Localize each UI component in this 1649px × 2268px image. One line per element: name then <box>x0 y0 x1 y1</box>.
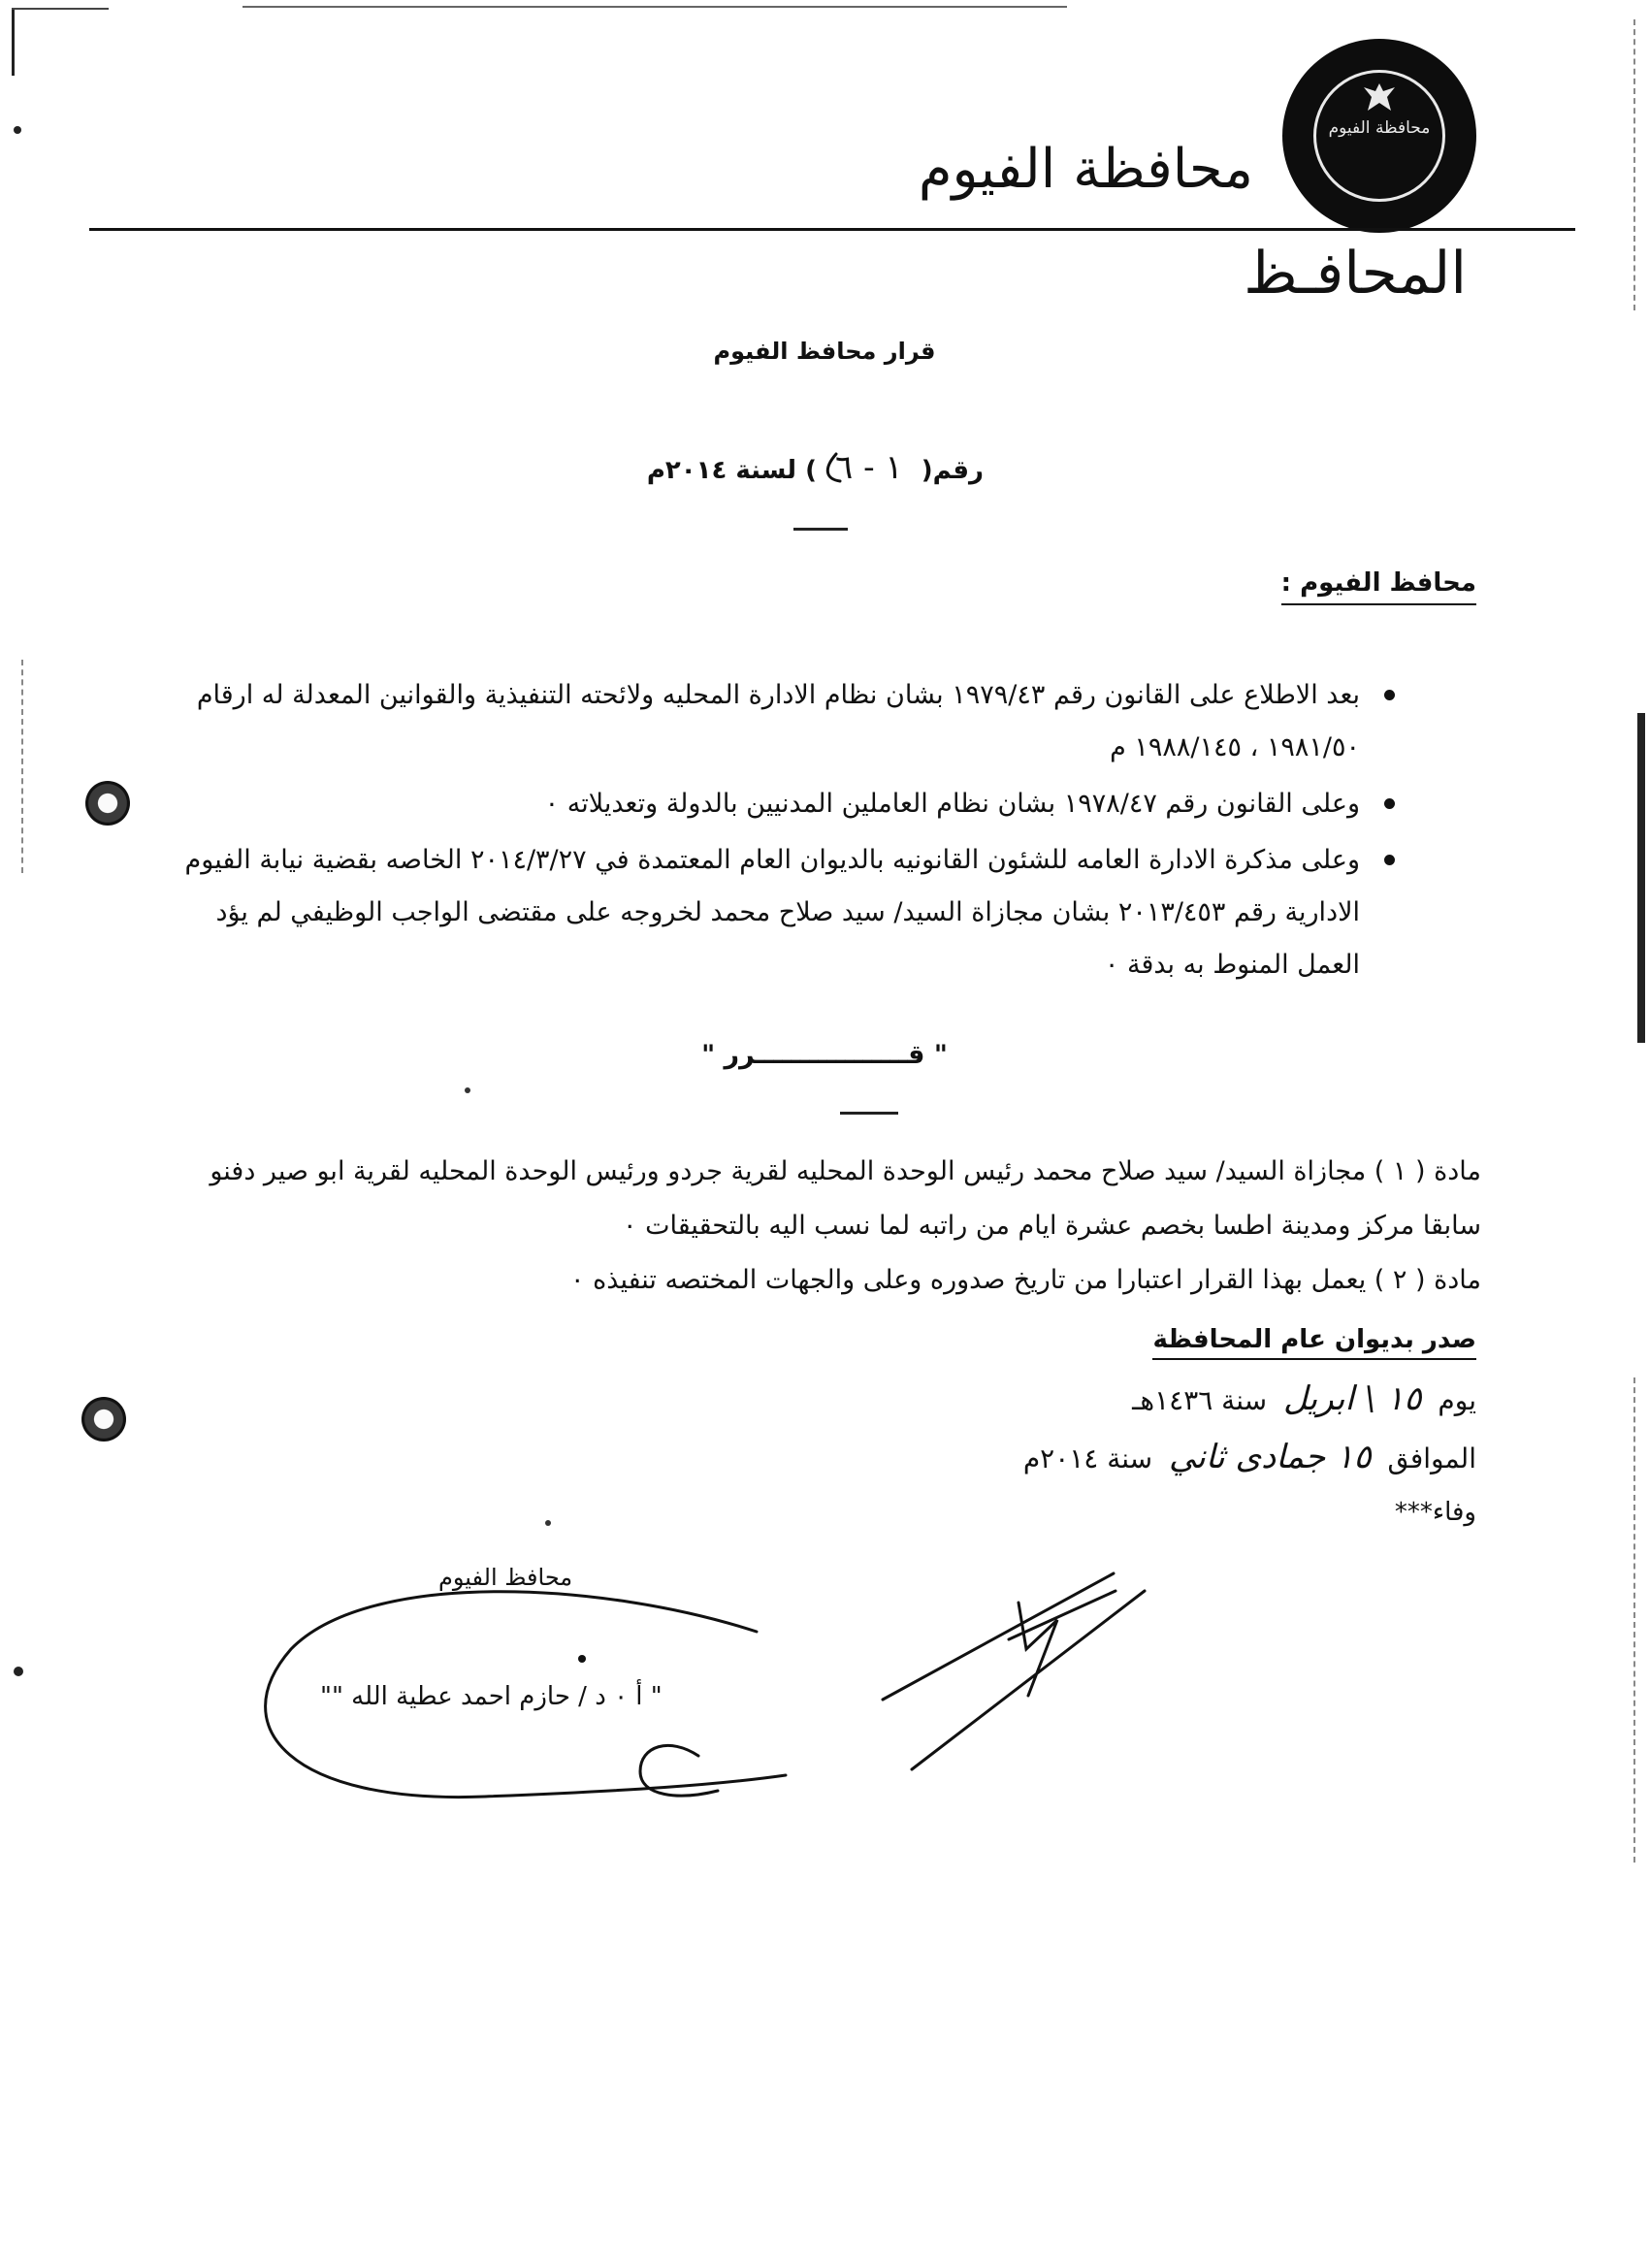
ink-dot <box>465 1087 470 1093</box>
hand-stroke <box>827 454 840 481</box>
seal-text: محافظة الفيوم <box>1328 118 1431 138</box>
closing-text: وفاء*** <box>1394 1498 1476 1527</box>
handwritten-day: ١٥ \ ابريل <box>1283 1379 1422 1418</box>
punch-hole <box>81 1397 126 1442</box>
issued-at: صدر بديوان عام المحافظة <box>1152 1325 1476 1360</box>
corresponding-label: الموافق <box>1387 1442 1476 1474</box>
recital-text: وعلى مذكرة الادارة العامه للشئون القانونيه بالديوان العام المعتمدة في ٢٠١٤/٣/٢٧ الخاصه بقضية نيابة الفيوم الادارية رقم ٢٠١٣/٤٥٣ بشان مجازاة السيد/ سيد صلاح محمد لخروجه على مقتضى الواجب الوظيفي لم يؤد العمل المنوط به بدقة ٠ <box>184 845 1360 980</box>
handwritten-number: ١ - ٦ <box>835 448 903 487</box>
day-label: يوم <box>1438 1384 1476 1416</box>
office-title: المحافـظ <box>1244 240 1467 308</box>
signature-oval <box>266 1592 786 1798</box>
recital-text: وعلى القانون رقم ١٩٧٨/٤٧ بشان نظام العاملين المدنيين بالدولة وتعديلاته ٠ <box>544 789 1360 819</box>
year-label: لسنة ٢٠١٤م <box>646 456 797 485</box>
governor-signature <box>883 1573 1145 1769</box>
handwritten-corresponding: ١٥ جمادى ثاني <box>1169 1438 1372 1476</box>
governorate-name: محافظة الفيوم <box>918 138 1253 201</box>
gregorian-year: سنة ٢٠١٤م <box>1022 1442 1153 1474</box>
ink-dot <box>578 1655 586 1663</box>
recital-text: بعد الاطلاع على القانون رقم ١٩٧٩/٤٣ بشان نظام الادارة المحليه ولائحته التنفيذية والقوانين المعدلة له ارقام ١٩٨١/٥٠ ، ١٩٨٨/١٤٥ م <box>196 680 1360 762</box>
hijri-year: سنة ١٤٣٦هـ <box>1132 1384 1268 1416</box>
resolved-heading: " قـــــــــــــــــرر " <box>701 1040 948 1070</box>
decision-title: قرار محافظ الفيوم <box>713 338 936 365</box>
number-close: ) <box>805 456 817 485</box>
signatory-name: " أ ٠ د / حازم احمد عطية الله "" <box>320 1682 663 1711</box>
punch-hole <box>85 781 130 826</box>
number-label: رقم( <box>921 456 984 485</box>
signature-title: محافظ الفيوم <box>438 1564 573 1591</box>
article-1: مادة ( ١ ) مجازاة السيد/ سيد صلاح محمد رئيس الوحدة المحليه لقرية جردو ورئيس الوحدة المحليه لقرية ابو صير دفنو سابقا مركز ومدينة اطسا بخصم عشرة ايام من راتبه لما نسب اليه بالتحقيقات ٠ <box>210 1156 1481 1241</box>
addressee-heading: محافظ الفيوم : <box>1281 568 1476 605</box>
ink-dot <box>545 1520 551 1526</box>
article-2: مادة ( ٢ ) يعمل بهذا القرار اعتبارا من تاريخ صدوره وعلى والجهات المختصه تنفيذه ٠ <box>570 1265 1481 1295</box>
